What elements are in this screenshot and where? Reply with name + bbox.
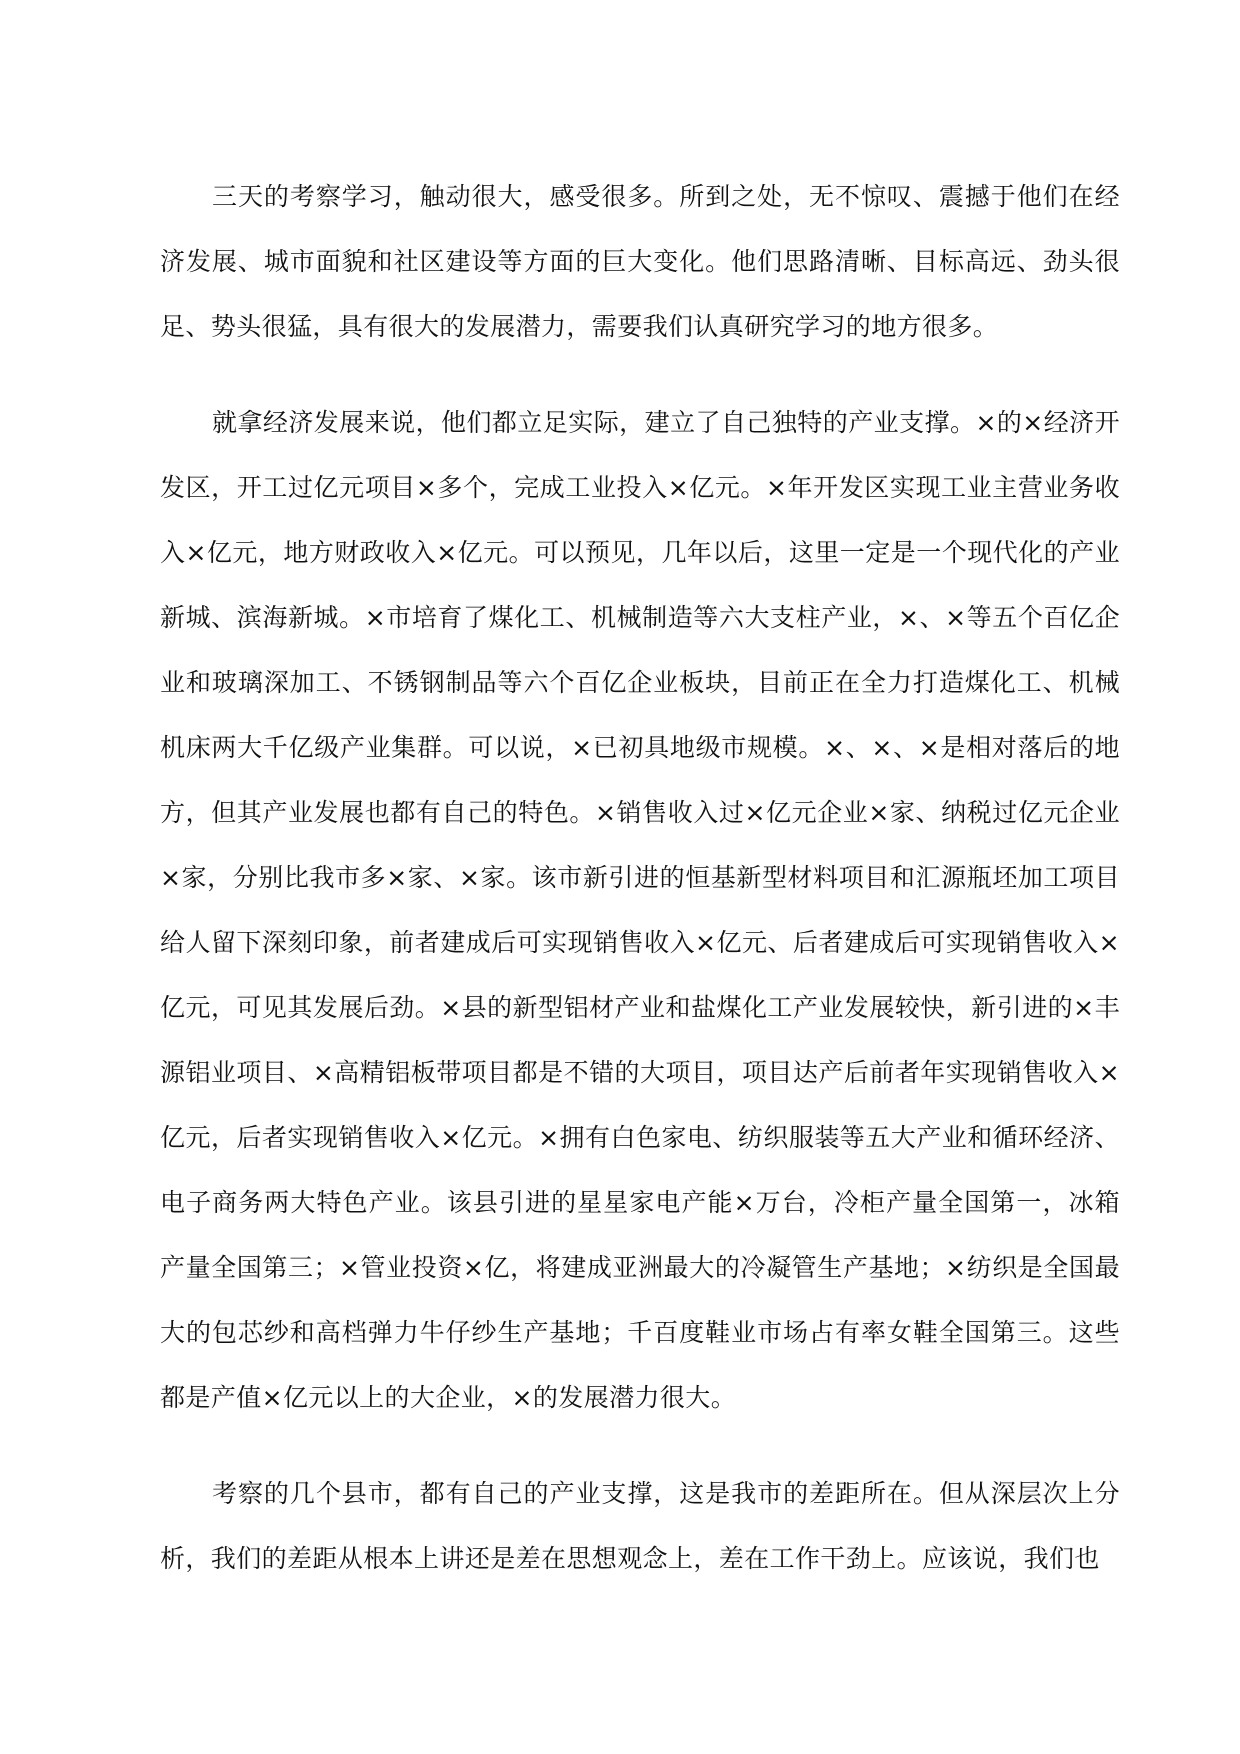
document-body [160, 164, 1120, 1622]
paragraph-2: 就拿经济发展来说，他们都立足实际，建立了自己独特的产业支撑。×的×经济开发区，开工过亿元项目×多个，完成工业投入×亿元。×年开发区实现工业主营业务收入×亿元，地方财政收入×亿元。可以预见，几年以后，这里一定是一个现代化的产业新城、滨海新城。×市培育了煤化工、机械制造等六大支柱产业，×、×等五个百亿企业和玻璃深加工、不锈钢制品等六个百亿企业板块，目前正在全力打造煤化工、机械机床两大千亿级产业集群。可以说，×已初具地级市规模。×、×、×是相对落后的地方，但其产业发展也都有自己的特色。×销售收入过×亿元企业×家、纳税过亿元企业×家，分别比我市多×家、×家。该市新引进的恒基新型材料项目和汇源瓶坯加工项目给人留下深刻印象，前者建成后可实现销售收入×亿元、后者建成后可实现销售收入×亿元，可见其发展后劲。×县的新型铝材产业和盐煤化工产业发展较快，新引进的×丰源铝业项目、×高精铝板带项目都是不错的大项目，项目达产后前者年实现销售收入×亿元，后者实现销售收入×亿元。×拥有白色家电、纺织服装等五大产业和循环经济、电子商务两大特色产业。该县引进的星星家电产能×万台，冷柜产量全国第一，冰箱产量全国第三；×管业投资×亿，将建成亚洲最大的冷凝管生产基地；×纺织是全国最大的包芯纱和高档弹力牛仔纱生产基地；千百度鞋业市场占有率女鞋全国第三。这些都是产值×亿元以上的大企业，×的发展潜力很大。 [160, 408, 1120, 1412]
paragraph-3: 考察的几个县市，都有自己的产业支撑，这是我市的差距所在。但从深层次上分析，我们的差距从根本上讲还是差在思想观念上，差在工作干劲上。应该说，我们也 [160, 1479, 1120, 1573]
paragraph-1: 三天的考察学习，触动很大，感受很多。所到之处，无不惊叹、震撼于他们在经济发展、城市面貌和社区建设等方面的巨大变化。他们思路清晰、目标高远、劲头很足、势头很猛，具有很大的发展潜力，需要我们认真研究学习的地方很多。 [160, 182, 1120, 341]
